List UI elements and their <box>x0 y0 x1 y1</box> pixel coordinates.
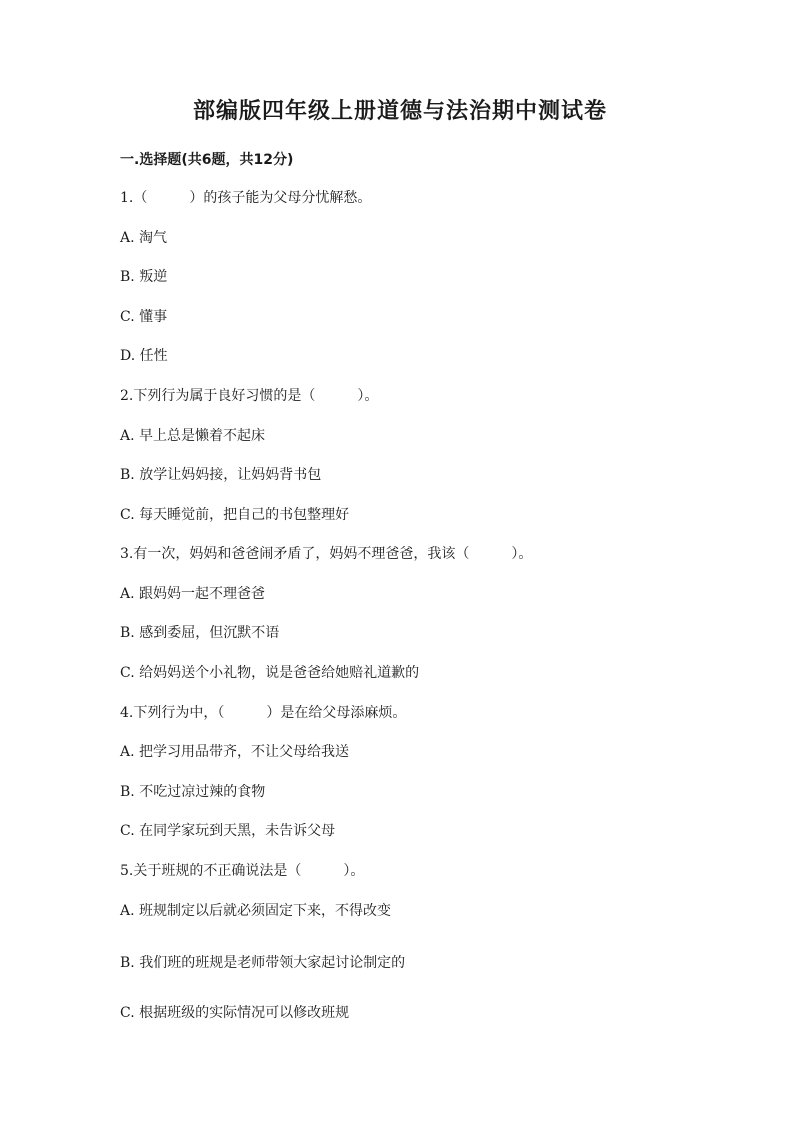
question-2-option-b: B. 放学让妈妈接，让妈妈背书包 <box>120 467 322 483</box>
question-4-option-c: C. 在同学家玩到天黑，未告诉父母 <box>120 823 336 839</box>
question-1-option-d: D. 任性 <box>120 348 168 364</box>
question-5-option-a: A. 班规制定以后就必须固定下来，不得改变 <box>120 903 392 919</box>
question-1-option-a: A. 淘气 <box>120 230 168 246</box>
question-1-option-b: B. 叛逆 <box>120 269 168 285</box>
question-4-option-a: A. 把学习用品带齐，不让父母给我送 <box>120 744 350 760</box>
question-2-stem: 2.下列行为属于良好习惯的是（ ）。 <box>120 388 379 404</box>
question-1-stem: 1.（ ）的孩子能为父母分忧解愁。 <box>120 190 372 206</box>
question-3-stem: 3.有一次，妈妈和爸爸闹矛盾了，妈妈不理爸爸，我该（ ）。 <box>120 546 533 562</box>
question-1-option-c: C. 懂事 <box>120 309 168 325</box>
question-5-option-b: B. 我们班的班规是老师带领大家起讨论制定的 <box>120 955 406 971</box>
question-2-option-c: C. 每天睡觉前，把自己的书包整理好 <box>120 507 350 523</box>
question-3-option-b: B. 感到委屈，但沉默不语 <box>120 625 280 641</box>
section-heading: 一.选择题(共6题，共12分) <box>120 152 294 168</box>
question-5-stem: 5.关于班规的不正确说法是（ ）。 <box>120 863 365 879</box>
page-title: 部编版四年级上册道德与法治期中测试卷 <box>192 99 607 124</box>
question-4-option-b: B. 不吃过凉过辣的食物 <box>120 784 266 800</box>
question-4-stem: 4.下列行为中，（ ）是在给父母添麻烦。 <box>120 705 407 721</box>
question-3-option-c: C. 给妈妈送个小礼物，说是爸爸给她赔礼道歉的 <box>120 665 420 681</box>
question-2-option-a: A. 早上总是懒着不起床 <box>120 428 266 444</box>
question-5-option-c: C. 根据班级的实际情况可以修改班规 <box>120 1005 350 1021</box>
question-3-option-a: A. 跟妈妈一起不理爸爸 <box>120 586 266 602</box>
